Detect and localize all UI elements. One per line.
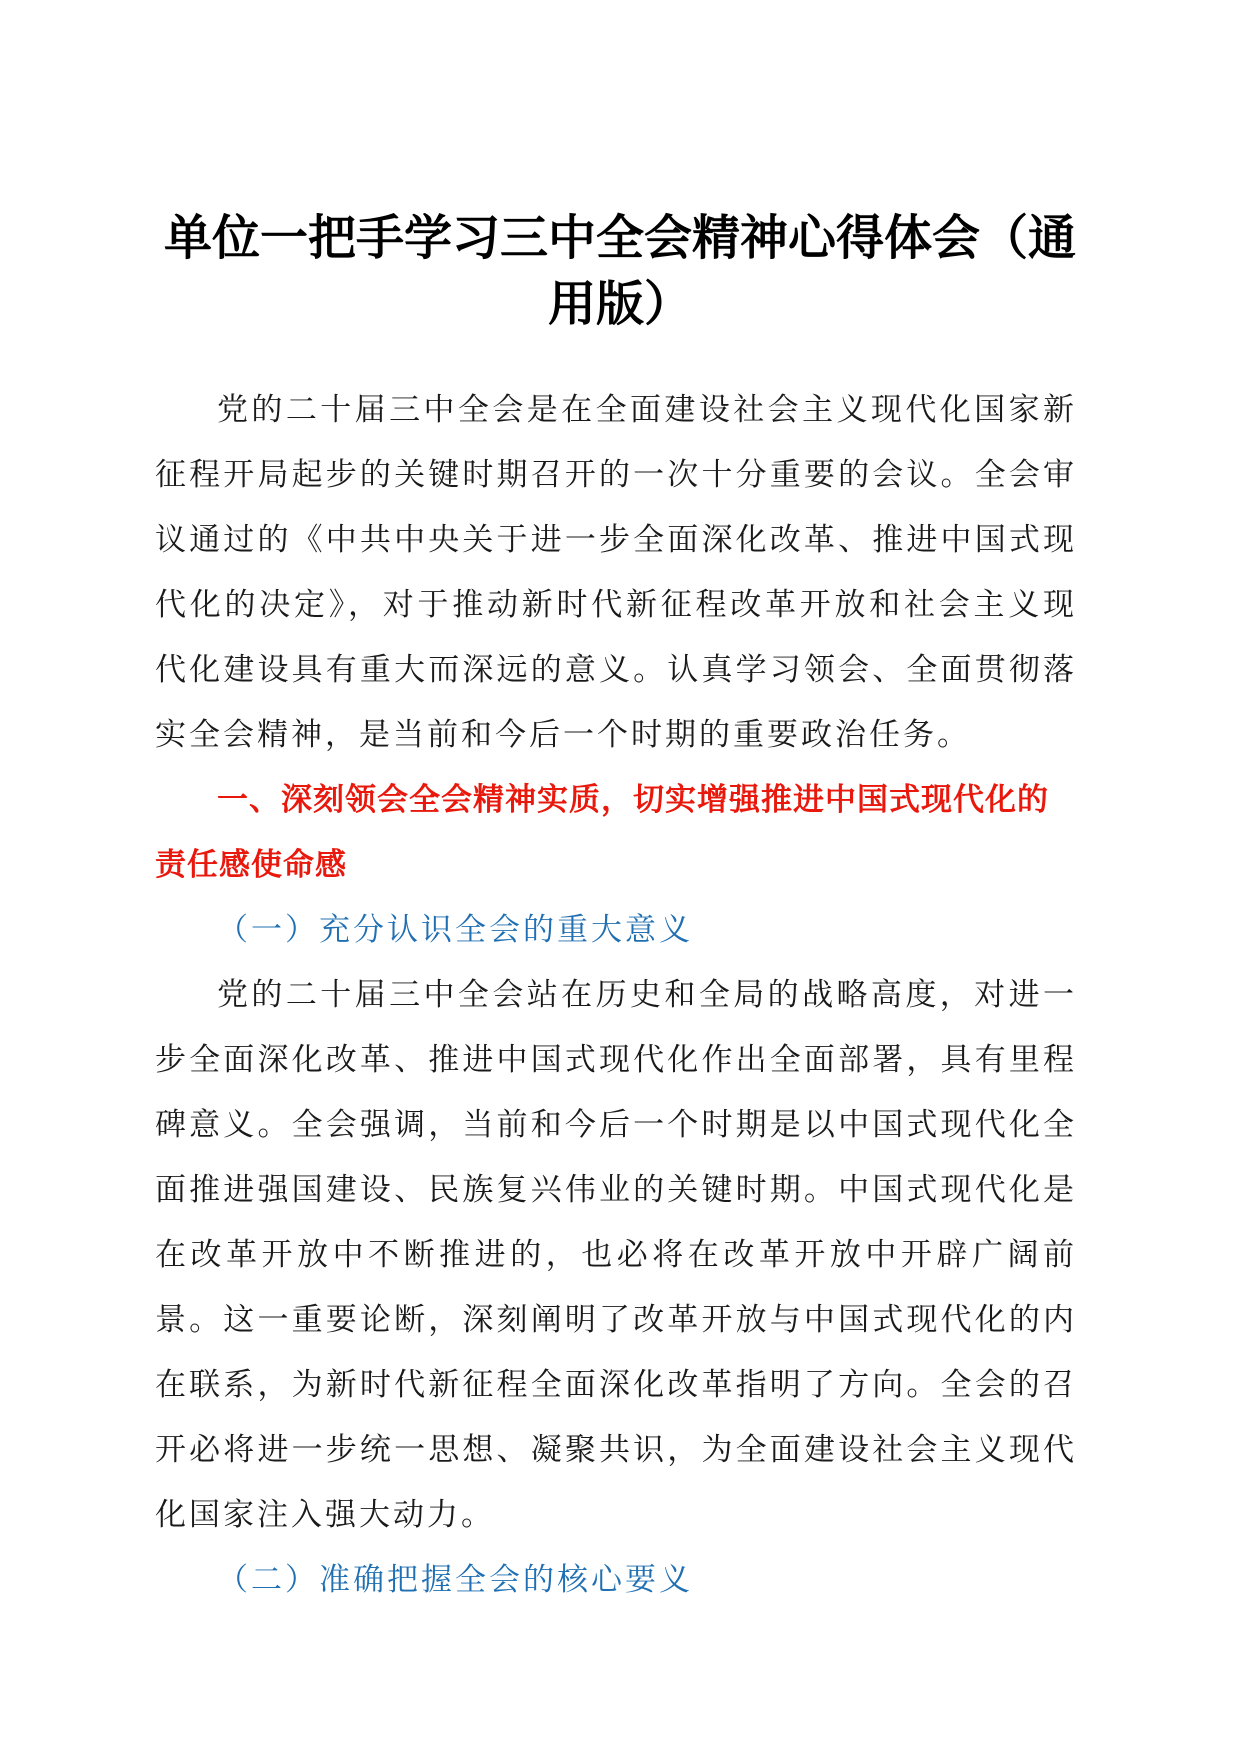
- section-heading-1: 一、深刻领会全会精神实质，切实增强推进中国式现代化的责任感使命感: [155, 782, 1049, 883]
- document-title: 单位一把手学习三中全会精神心得体会（通用版）: [163, 210, 1076, 332]
- document-body: [155, 378, 1077, 1613]
- body-paragraph-1: 党的二十届三中全会站在历史和全局的战略高度，对进一步全面深化改革、推进中国式现代化作出全面部署，具有里程碑意义。全会强调，当前和今后一个时期是以中国式现代化全面推进强国建设、民族复兴伟业的关键时期。中国式现代化是在改革开放中不断推进的，也必将在改革开放中开辟广阔前景。这一重要论断，深刻阐明了改革开放与中国式现代化的内在联系，为新时代新征程全面深化改革指明了方向。全会的召开必将进一步统一思想、凝聚共识，为全面建设社会主义现代化国家注入强大动力。: [155, 977, 1077, 1533]
- subsection-heading-2: （二）准确把握全会的核心要义: [217, 1562, 693, 1598]
- subsection-heading-1: （一）充分认识全会的重大意义: [217, 912, 693, 948]
- intro-paragraph: 党的二十届三中全会是在全面建设社会主义现代化国家新征程开局起步的关键时期召开的一次十分重要的会议。全会审议通过的《中共中央关于进一步全面深化改革、推进中国式现代化的决定》，对于推动新时代新征程改革开放和社会主义现代化建设具有重大而深远的意义。认真学习领会、全面贯彻落实全会精神，是当前和今后一个时期的重要政治任务。: [155, 392, 1077, 753]
